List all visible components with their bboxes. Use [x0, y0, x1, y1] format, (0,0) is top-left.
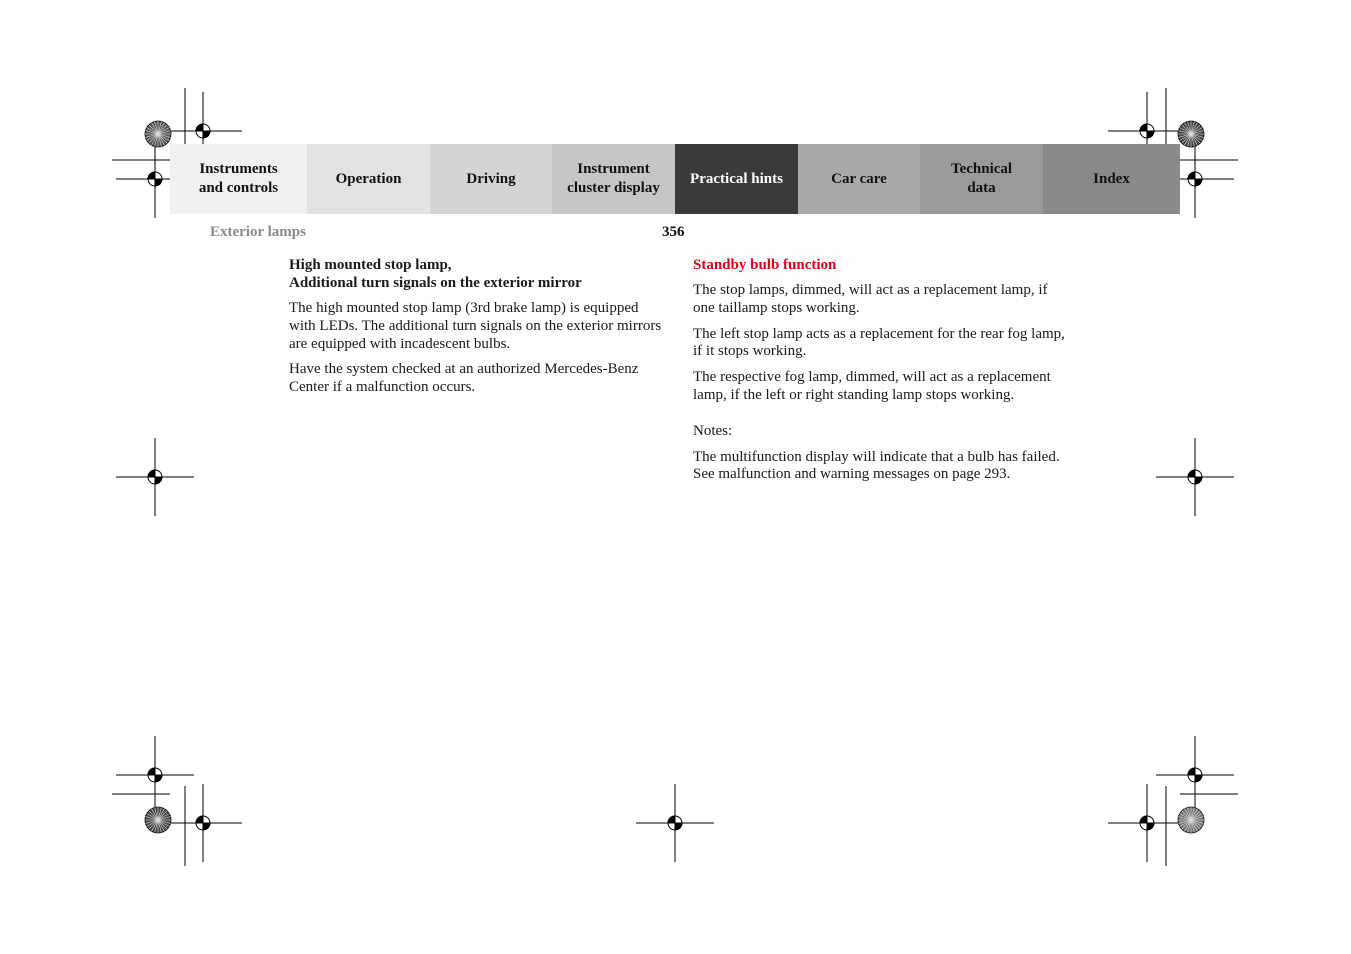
tab-label: Car care [831, 170, 887, 187]
left-column [289, 256, 664, 405]
tab-label: Driving [466, 170, 516, 187]
left-paragraph: Have the system checked at an authorized Mercedes-Benz Center if a malfunction occurs. [289, 361, 639, 396]
page-number: 356 [662, 224, 685, 240]
tab-label: Instrument cluster display [567, 161, 660, 196]
crosshair-mark [1156, 438, 1234, 516]
tab-car-care[interactable] [798, 144, 920, 214]
tab-technical-data[interactable] [920, 144, 1043, 214]
tab-instrument-cluster-display[interactable] [552, 144, 675, 214]
tab-label: Technical data [950, 161, 1013, 196]
standby-bulb-heading: Standby bulb function [693, 257, 837, 273]
tab-instruments-and-controls[interactable] [170, 144, 307, 214]
right-paragraph: The respective fog lamp, dimmed, will act as a replacement lamp, if the left or right standing lamp stops working. [693, 369, 1051, 403]
crosshair-mark [1108, 784, 1186, 862]
notes-label: Notes: [693, 422, 733, 439]
color-wheel-mark [1178, 807, 1204, 833]
tab-label: Index [1093, 170, 1130, 187]
color-wheel-mark [145, 121, 171, 147]
tab-driving[interactable] [430, 144, 552, 214]
tab-label: Operation [335, 170, 402, 187]
crosshair-mark [636, 784, 714, 862]
tab-index[interactable] [1043, 144, 1180, 214]
right-paragraph: The left stop lamp acts as a replacement for the rear fog lamp, if it stops working. [693, 325, 1065, 360]
section-title: Exterior lamps [210, 224, 306, 240]
left-heading [289, 256, 664, 292]
tab-label: Practical hints [690, 170, 783, 187]
tab-operation[interactable] [307, 144, 430, 214]
color-wheel-mark [1178, 121, 1204, 147]
crosshair-mark [116, 438, 194, 516]
left-heading-line1: High mounted stop lamp, [289, 257, 452, 273]
crosshair-mark [1156, 736, 1234, 814]
color-wheel-mark [145, 807, 171, 833]
crosshair-mark [116, 736, 194, 814]
chapter-tab-bar [170, 144, 1180, 214]
left-heading-line2: Additional turn signals on the exterior mirror [289, 275, 582, 291]
right-column [693, 256, 1065, 492]
crosshair-mark [164, 784, 242, 862]
tab-label: Instruments and controls [198, 161, 279, 196]
notes-text: The multifunction display will indicate that a bulb has failed. See malfunction and warning messages on page 293. [693, 448, 1060, 483]
tab-practical-hints[interactable] [675, 144, 798, 214]
left-paragraph: The high mounted stop lamp (3rd brake lamp) is equipped with LEDs. The additional turn signals on the exterior mirrors are equipped with incadescent bulbs. [289, 300, 662, 352]
right-paragraph: The stop lamps, dimmed, will act as a replacement lamp, if one taillamp stops working. [693, 282, 1048, 316]
